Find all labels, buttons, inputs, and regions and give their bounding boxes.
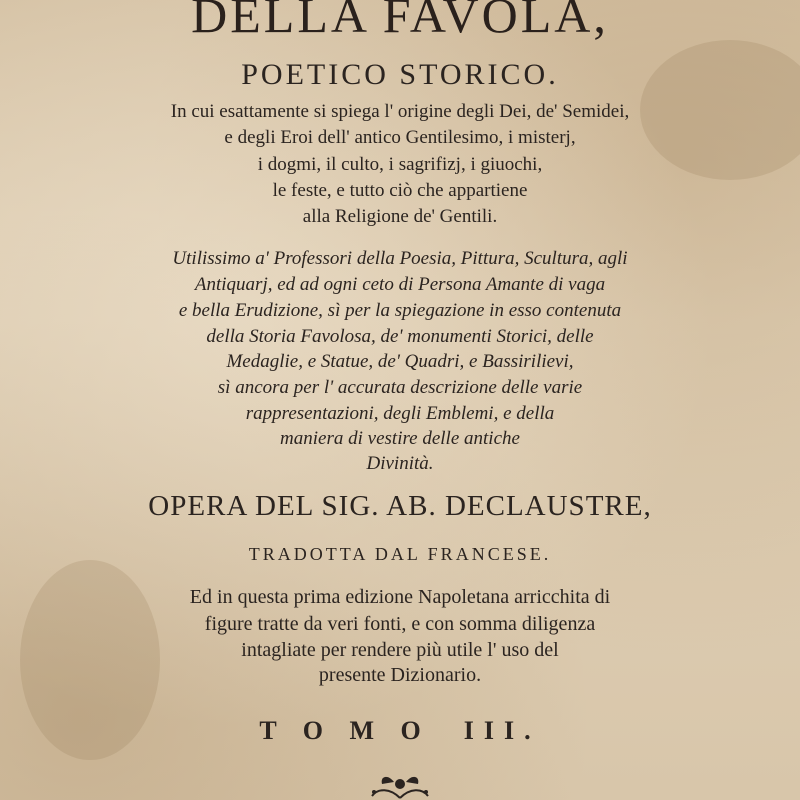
book-subtitle: POETICO STORICO.	[241, 58, 559, 91]
edition-line: presente Dizionario.	[318, 664, 482, 686]
edition-line: intagliate per rendere più utile l' uso del	[241, 639, 559, 661]
utility-line: Antiquarj, ed ad ogni ceto di Persona Amante di vaga	[194, 274, 606, 295]
utility-line: rappresentazioni, degli Emblemi, e della	[245, 403, 555, 424]
floral-ornament-icon	[360, 770, 440, 800]
utility-line: Utilissimo a' Professori della Poesia, Pittura, Scultura, agli	[172, 248, 628, 269]
utility-line: maniera di vestire delle antiche	[280, 428, 520, 449]
volume-label: T O M O III.	[259, 716, 541, 745]
author-line: OPERA DEL SIG. AB. DECLAUSTRE,	[148, 490, 652, 522]
utility-line: Medaglie, e Statue, de' Quadri, e Bassirilievi,	[226, 351, 574, 372]
edition-line: figure tratte da veri fonti, e con somma diligenza	[204, 613, 596, 635]
edition-line: Ed in questa prima edizione Napoletana arricchita di	[189, 586, 611, 608]
description-line: i dogmi, il culto, i sagrifizj, i giuochi,	[257, 154, 543, 175]
utility-line: e bella Erudizione, sì per la spiegazione in esso contenuta	[178, 300, 622, 321]
utility-line: sì ancora per l' accurata descrizione delle varie	[217, 377, 583, 398]
description-line: In cui esattamente si spiega l' origine degli Dei, de' Semidei,	[170, 101, 630, 122]
description-line: alla Religione de' Gentili.	[302, 206, 498, 227]
utility-line: della Storia Favolosa, de' monumenti Storici, delle	[206, 326, 594, 347]
translation-line: TRADOTTA DAL FRANCESE.	[248, 544, 552, 564]
utility-line: Divinità.	[366, 453, 434, 474]
description-line: e degli Eroi dell' antico Gentilesimo, i misterj,	[224, 127, 576, 148]
description-line: le feste, e tutto ciò che appartiene	[272, 180, 528, 201]
book-title: DELLA FAVOLA,	[191, 0, 609, 43]
